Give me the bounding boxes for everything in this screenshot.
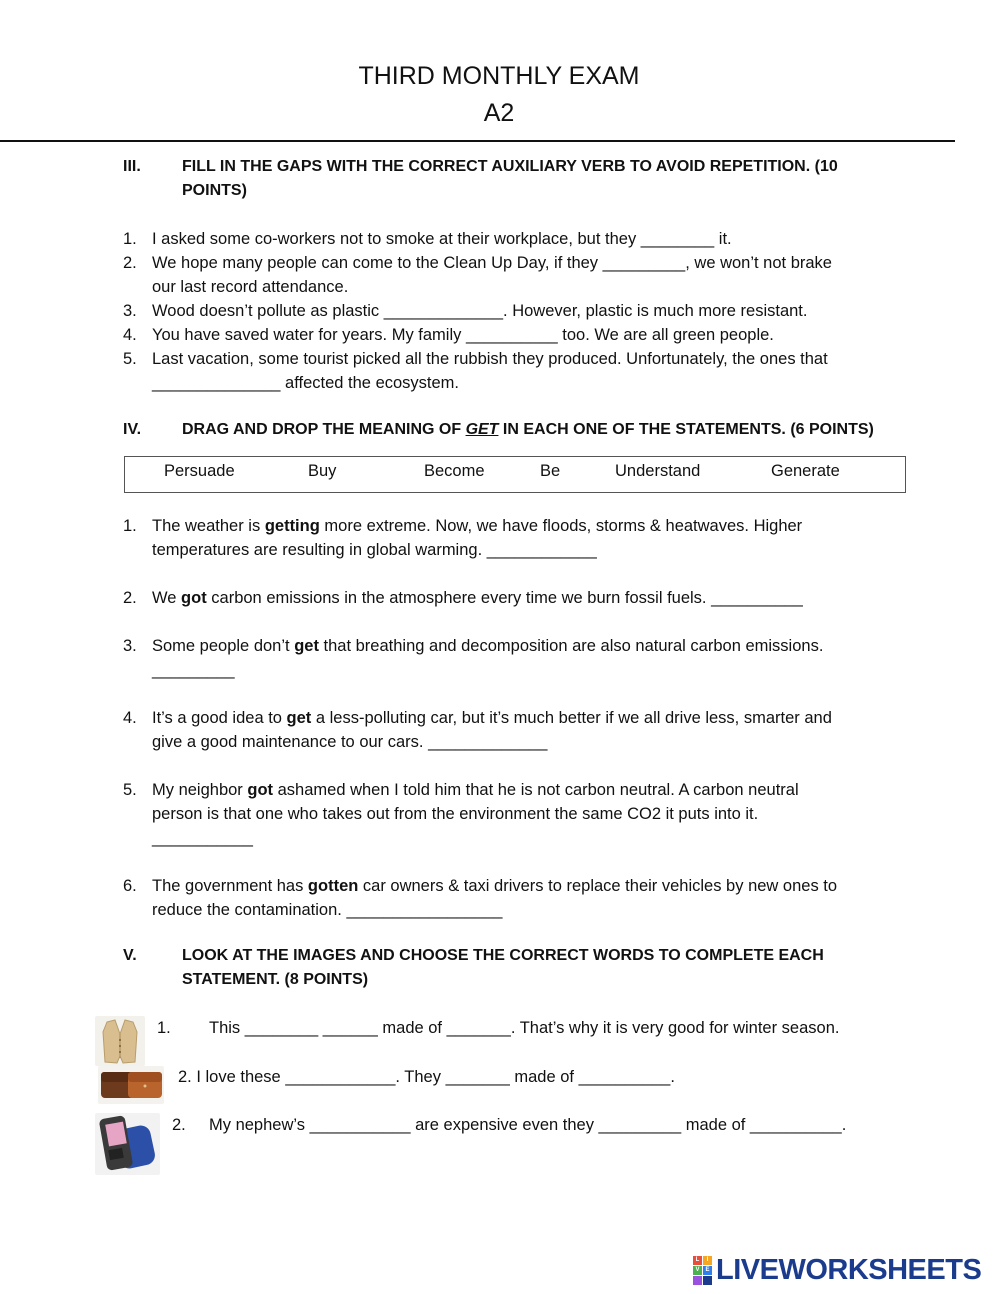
s4-item-6-text-cont: reduce the contamination. _________________ [152,901,503,919]
word-bank-item[interactable]: Generate [771,462,840,480]
s3-item-2-number: 2. [123,254,137,272]
s4-item-2-text: We got carbon emissions in the atmosphere every time we burn fossil fuels. __________ [152,589,803,607]
logo-text: LIVEWORKSHEETS [716,1253,982,1286]
exam-level: A2 [483,99,515,127]
s4-item-4-number: 4. [123,709,137,727]
s3-item-5-text-cont: ______________ affected the ecosystem. [152,374,460,392]
vest-image [95,1016,145,1066]
exam-title: THIRD MONTHLY EXAM [358,62,640,90]
s4-item-1-text-cont: temperatures are resulting in global warming. ____________ [152,541,597,559]
word-bank-item[interactable]: Understand [615,462,701,480]
s3-item-5-text: Last vacation, some tourist picked all the rubbish they produced. Unfortunately, the ones that [152,350,828,368]
s3-item-3-number: 3. [123,302,137,320]
section-4-heading: DRAG AND DROP THE MEANING OF GET IN EACH ONE OF THE STATEMENTS. (6 POINTS) [182,421,874,438]
s3-item-3-text: Wood doesn’t pollute as plastic _____________. However, plastic is much more resistant. [152,302,808,320]
s3-item-2-text: We hope many people can come to the Clean Up Day, if they _________, we won’t not brake [152,254,832,272]
s5-item-3-number: 2. [172,1116,186,1134]
s4-item-3-answer-blank[interactable]: _________ [152,661,235,679]
s4-item-3-number: 3. [123,637,137,655]
s5-item-3-text: My nephew’s ___________ are expensive even they _________ made of __________. [209,1116,847,1134]
s4-item-5-answer-blank[interactable]: ___________ [152,829,253,847]
s3-item-4-text: You have saved water for years. My family __________ too. We are all green people. [152,326,774,344]
s4-item-6-number: 6. [123,877,137,895]
s4-item-1-number: 1. [123,517,137,535]
wallets-image [98,1066,164,1104]
section-4-number: IV. [123,421,142,438]
section-3-number: III. [123,158,141,175]
s4-item-4-text-cont: give a good maintenance to our cars. _____________ [152,733,548,751]
s4-item-1-text: The weather is getting more extreme. Now, we have floods, storms & heatwaves. Higher [152,517,803,535]
get-emphasis: GET [465,421,499,438]
s5-item-1-number: 1. [157,1019,171,1037]
s4-item-3-text: Some people don’t get that breathing and decomposition are also natural carbon emissions. [152,637,824,655]
s3-item-1-number: 1. [123,230,137,248]
s3-item-4-number: 4. [123,326,137,344]
phone-image [95,1113,160,1175]
s3-item-5-number: 5. [123,350,137,368]
s4-item-5-text: My neighbor got ashamed when I told him that he is not carbon neutral. A carbon neutral [152,781,799,799]
s3-item-2-text-cont: our last record attendance. [152,278,349,296]
section-3-heading: FILL IN THE GAPS WITH THE CORRECT AUXILIARY VERB TO AVOID REPETITION. (10 POINTS) [182,158,838,199]
header-divider [0,140,955,142]
word-bank-item[interactable]: Buy [308,462,337,480]
word-bank-item[interactable]: Become [424,462,485,480]
s4-item-5-number: 5. [123,781,137,799]
s3-item-1-text: I asked some co-workers not to smoke at their workplace, but they ________ it. [152,230,732,248]
word-bank-item[interactable]: Be [540,462,561,480]
section-5-heading: LOOK AT THE IMAGES AND CHOOSE THE CORRECT WORDS TO COMPLETE EACH STATEMENT. (8 POINTS) [182,947,824,988]
s5-item-2-text: 2. I love these ____________. They _______ made of __________. [178,1068,675,1086]
s4-item-2-number: 2. [123,589,137,607]
logo-blocks-icon: L I V E [693,1256,712,1285]
word-bank-item[interactable]: Persuade [164,462,235,480]
section-5-number: V. [123,947,137,964]
s4-item-5-text-cont: person is that one who takes out from the environment the same CO2 it puts into it. [152,805,759,823]
s4-item-4-text: It’s a good idea to get a less-polluting car, but it’s much better if we all drive less, smarter and [152,709,832,727]
s5-item-1-text: This ________ ______ made of _______. That’s why it is very good for winter season. [209,1019,840,1037]
liveworksheets-logo[interactable] [693,1255,981,1285]
s4-item-6-text: The government has gotten car owners & taxi drivers to replace their vehicles by new ones to [152,877,838,895]
